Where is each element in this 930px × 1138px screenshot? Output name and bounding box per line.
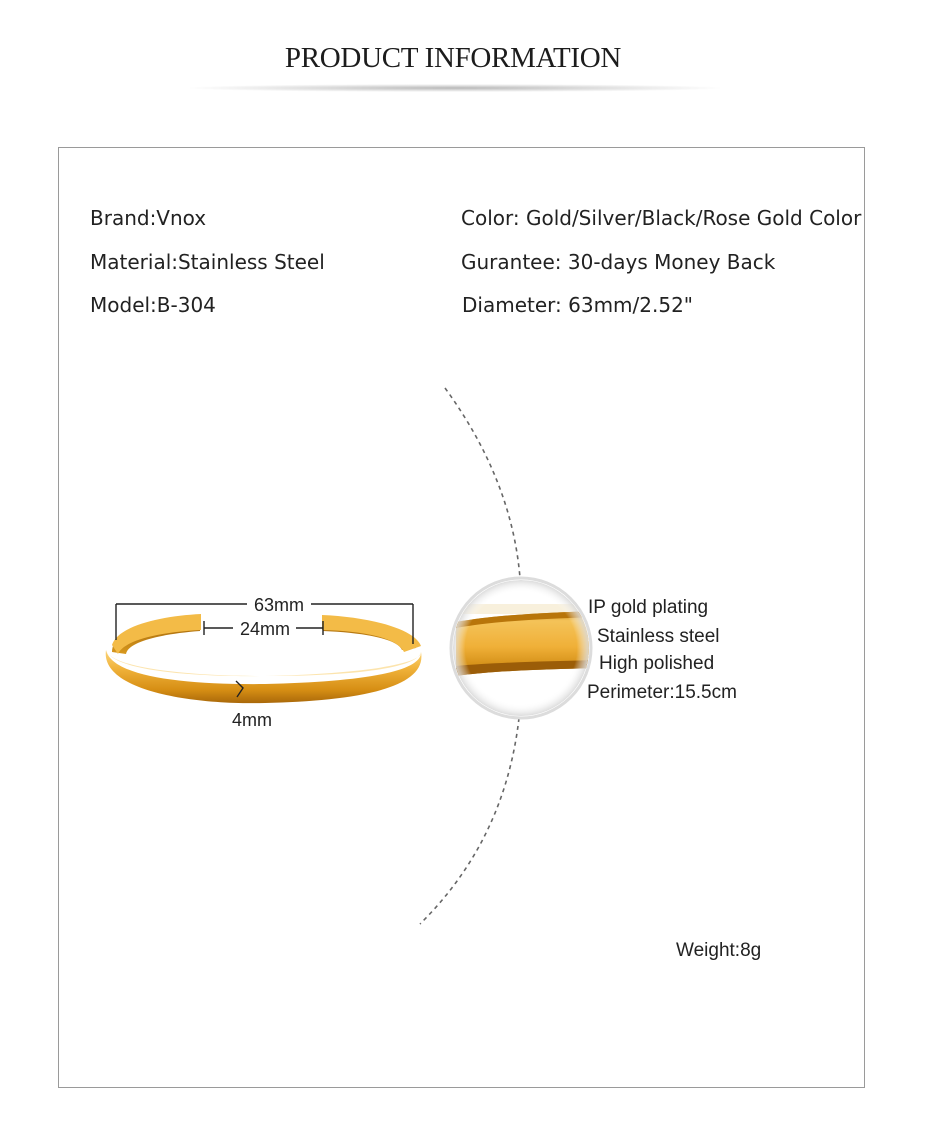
magnified-detail-lens [440,578,610,718]
callout-plating: IP gold plating [588,597,709,618]
weight-label: Weight:8g [676,940,762,961]
guide-arc-top [445,388,520,578]
callout-steel: Stainless steel [597,626,720,647]
dimension-24mm-label: 24mm [239,619,291,639]
guide-arc-bottom [420,718,519,924]
spec-diameter: Diameter: 63mm/2.52" [462,293,693,317]
spec-guarantee: Gurantee: 30-days Money Back [461,250,776,274]
spec-brand: Brand:Vnox [90,206,207,230]
callout-finish: High polished [599,653,715,674]
dimension-4mm-label: 4mm [232,710,272,730]
spec-model: Model:B-304 [90,293,216,317]
spec-material: Material:Stainless Steel [90,250,325,274]
callout-perimeter: Perimeter:15.5cm [587,682,737,703]
spec-color: Color: Gold/Silver/Black/Rose Gold Color [461,206,862,230]
dimension-63mm-label: 63mm [253,595,305,615]
page-title: PRODUCT INFORMATION [284,42,622,74]
